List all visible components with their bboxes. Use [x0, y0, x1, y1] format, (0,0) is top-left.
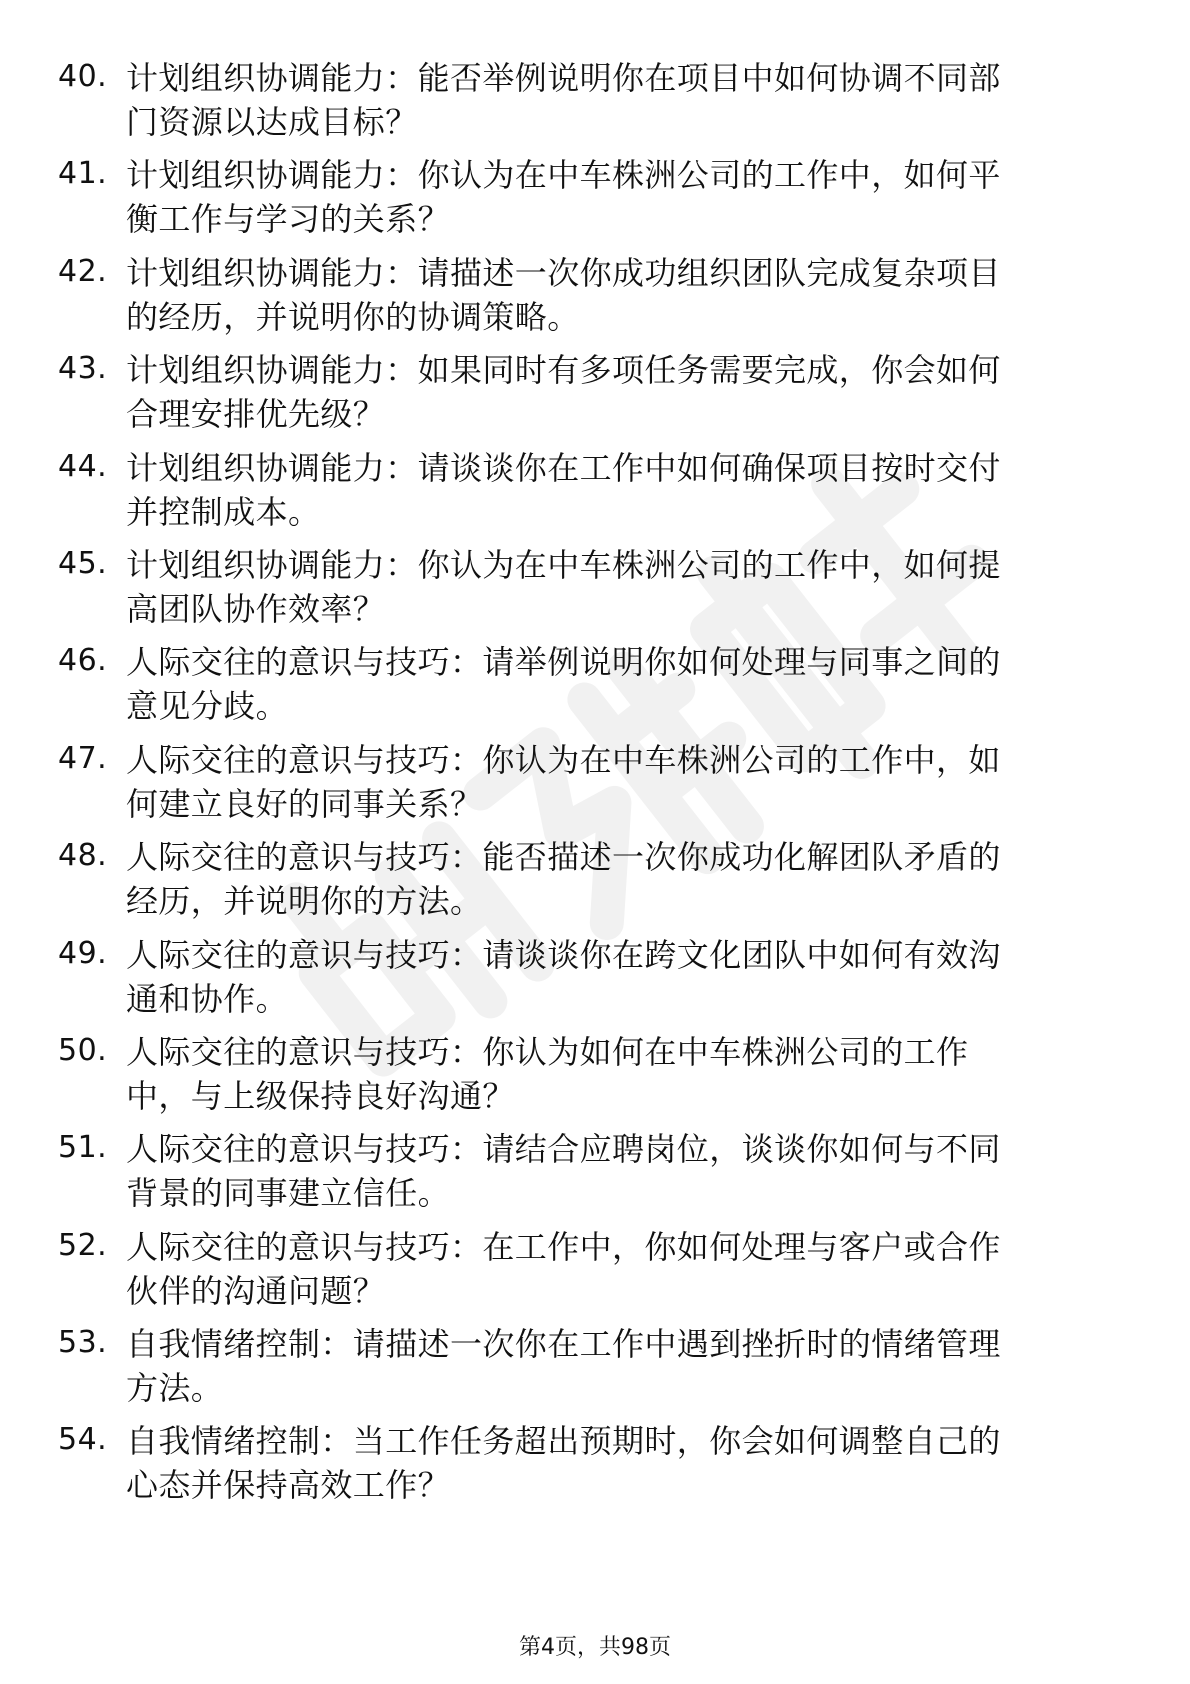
- question-number: 41.: [58, 156, 108, 192]
- question-item-44: [58, 440, 1098, 537]
- question-number: 50.: [58, 1032, 108, 1068]
- question-text: 人际交往的意识与技巧：请举例说明你如何处理与同事之间的意见分歧。: [126, 643, 1001, 726]
- question-item-46: [58, 634, 1098, 731]
- question-number: 54.: [58, 1422, 108, 1458]
- question-number: 51.: [58, 1130, 108, 1166]
- question-text: 人际交往的意识与技巧：你认为如何在中车株洲公司的工作中，与上级保持良好沟通？: [126, 1032, 969, 1115]
- question-number: 49.: [58, 935, 108, 971]
- question-number: 48.: [58, 838, 108, 874]
- question-number: 47.: [58, 740, 108, 776]
- question-item-41: [58, 147, 1098, 244]
- question-text: 自我情绪控制：请描述一次你在工作中遇到挫折时的情绪管理方法。: [126, 1325, 1001, 1408]
- question-text: 计划组织协调能力：请描述一次你成功组织团队完成复杂项目的经历，并说明你的协调策略。: [126, 253, 1001, 336]
- question-text: 计划组织协调能力：如果同时有多项任务需要完成，你会如何合理安排优先级？: [126, 351, 1001, 434]
- question-item-48: [58, 829, 1098, 926]
- question-number: 46.: [58, 643, 108, 679]
- page-number-label: 第4页，共98页: [519, 1635, 671, 1660]
- question-item-47: [58, 732, 1098, 829]
- question-text: 计划组织协调能力：你认为在中车株洲公司的工作中，如何提高团队协作效率？: [126, 545, 1001, 628]
- question-text: 计划组织协调能力：你认为在中车株洲公司的工作中，如何平衡工作与学习的关系？: [126, 156, 1001, 239]
- question-number: 52.: [58, 1227, 108, 1263]
- question-number: 42.: [58, 253, 108, 289]
- question-text: 人际交往的意识与技巧：在工作中，你如何处理与客户或合作伙伴的沟通问题？: [126, 1227, 1001, 1310]
- question-item-50: [58, 1024, 1098, 1121]
- question-item-53: [58, 1316, 1098, 1413]
- question-number: 40.: [58, 59, 108, 94]
- question-text: 人际交往的意识与技巧：你认为在中车株洲公司的工作中，如何建立良好的同事关系？: [126, 740, 1001, 823]
- question-number: 44.: [58, 448, 108, 484]
- question-text: 计划组织协调能力：请谈谈你在工作中如何确保项目按时交付并控制成本。: [126, 448, 1001, 531]
- question-text: 自我情绪控制：当工作任务超出预期时，你会如何调整自己的心态并保持高效工作？: [126, 1422, 1001, 1505]
- page-footer: [0, 1633, 1190, 1663]
- question-number: 53.: [58, 1325, 108, 1361]
- question-list: [58, 50, 1098, 1511]
- question-number: 45.: [58, 545, 108, 581]
- question-item-45: [58, 537, 1098, 634]
- question-item-51: [58, 1121, 1098, 1218]
- question-item-52: [58, 1219, 1098, 1316]
- question-number: 43.: [58, 351, 108, 387]
- question-text: 计划组织协调能力：能否举例说明你在项目中如何协调不同部门资源以达成目标？: [126, 59, 1001, 141]
- question-item-49: [58, 927, 1098, 1024]
- question-item-43: [58, 342, 1098, 439]
- question-text: 人际交往的意识与技巧：能否描述一次你成功化解团队矛盾的经历，并说明你的方法。: [126, 838, 1001, 921]
- question-item-54: [58, 1413, 1098, 1510]
- question-text: 人际交往的意识与技巧：请谈谈你在跨文化团队中如何有效沟通和协作。: [126, 935, 1001, 1018]
- question-item-42: [58, 245, 1098, 342]
- question-text: 人际交往的意识与技巧：请结合应聘岗位，谈谈你如何与不同背景的同事建立信任。: [126, 1130, 1001, 1213]
- question-item-40: [58, 50, 1098, 147]
